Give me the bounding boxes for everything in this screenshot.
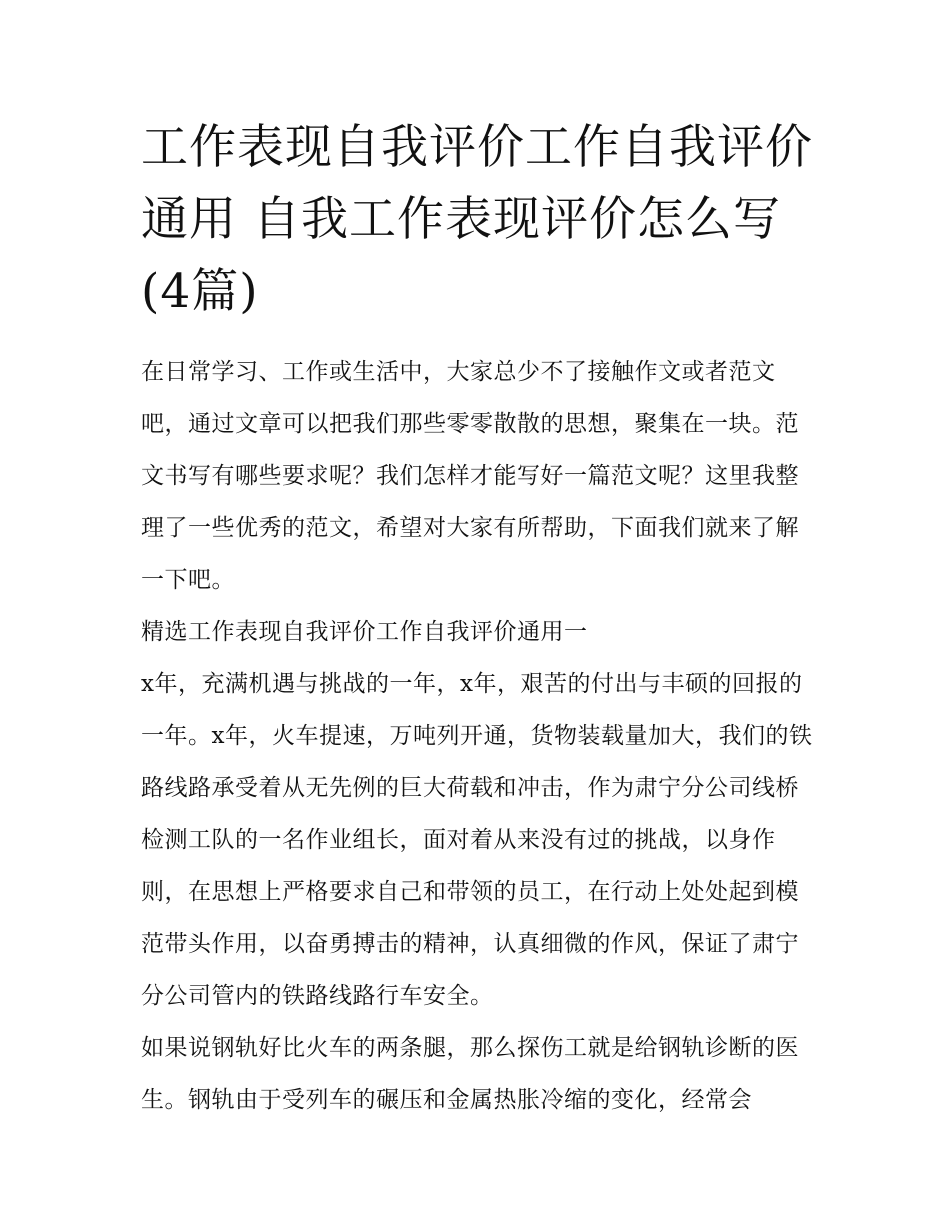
body-paragraph: x年，充满机遇与挑战的一年，x年，艰苦的付出与丰硕的回报的一年。x年，火车提速，万吨列开通，货物装载量加大，我们的铁路线路承受着从无先例的巨大荷载和冲击，作为肃宁分公司线桥检测工队的一名作业组长，面对着从来没有过的挑战，以身作则，在思想上严格要求自己和带领的员工，在行动上处处起到模范带头作用，以奋勇搏击的精神，认真细微的作风，保证了肃宁分公司管内的铁路线路行车安全。 bbox=[141, 671, 813, 1009]
section-heading: 精选工作表现自我评价工作自我评价通用一 bbox=[141, 619, 588, 645]
body-paragraph: 如果说钢轨好比火车的两条腿，那么探伤工就是给钢轨诊断的医生。钢轨由于受列车的碾压和金属热胀冷缩的变化，经常会 bbox=[141, 1035, 799, 1113]
intro-paragraph: 在日常学习、工作或生活中，大家总少不了接触作文或者范文吧，通过文章可以把我们那些零零散散的思想，聚集在一块。范文书写有哪些要求呢？我们怎样才能写好一篇范文呢？这里我整理了一些优秀的范文，希望对大家有所帮助，下面我们就来了解一下吧。 bbox=[141, 359, 799, 593]
document-title: 工作表现自我评价工作自我评价通用 自我工作表现评价怎么写(4篇) bbox=[141, 120, 813, 319]
document-content bbox=[141, 112, 817, 1126]
